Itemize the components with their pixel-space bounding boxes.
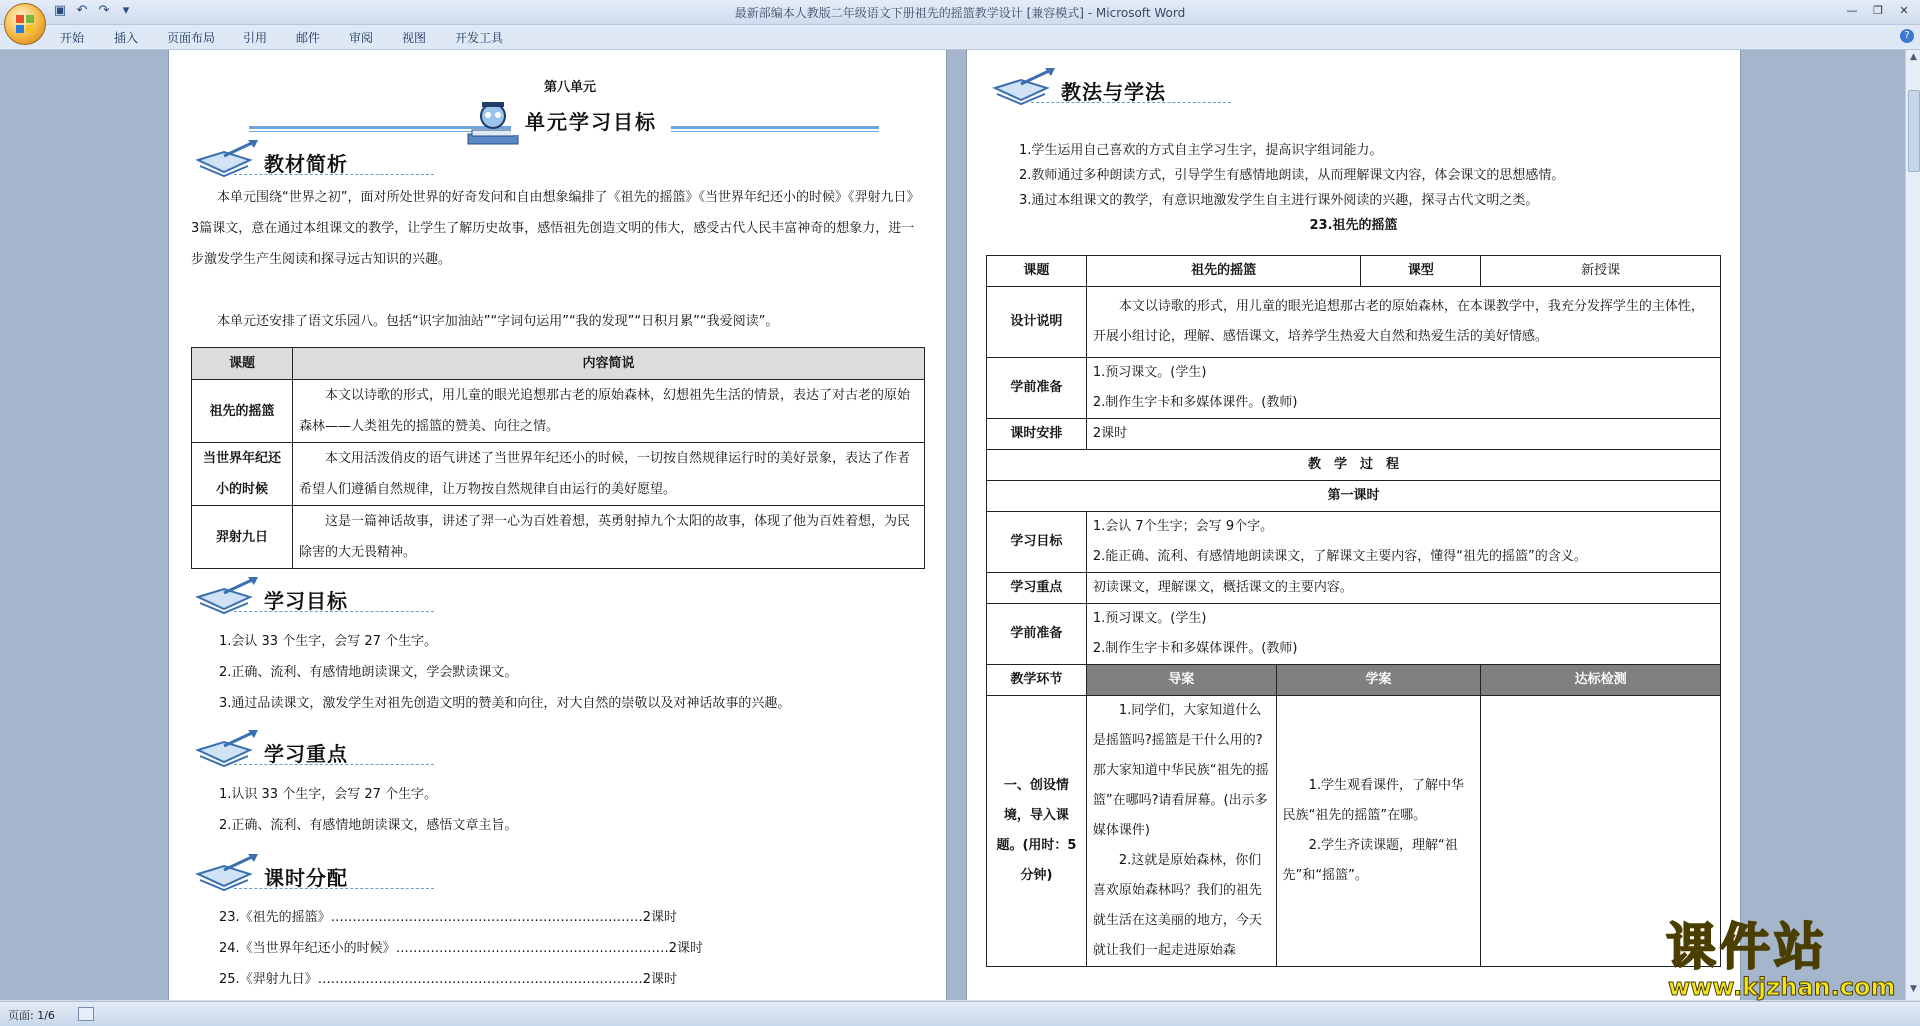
label-prep: 学前准备 [987, 358, 1087, 419]
prep-line: 1.预习课文。(学生) [1092, 365, 1207, 380]
topic-value: 祖先的摇篮 [1086, 256, 1361, 287]
hour-item [219, 937, 703, 956]
row-content: 本文以诗歌的形式，用儿童的眼光追想那古老的原始森林，幻想祖先生活的情景，表达了对古老的原始森林——人类祖先的摇篮的赞美、向往之情。 [293, 380, 925, 443]
leader-dots: ………………………………………………………………… [317, 972, 643, 987]
step-label: 一、创设情境，导入课题。(用时：5分钟) [987, 696, 1087, 967]
redo-icon[interactable]: ↷ [98, 3, 110, 18]
key-item: 1.认识 33 个生字，会写 27 个生字。 [219, 787, 438, 802]
office-button[interactable] [4, 3, 46, 45]
watermark-url: www.kjzhan.com [1668, 973, 1896, 1001]
open-book-arrow-icon [194, 575, 268, 619]
document-workspace [0, 50, 1905, 1000]
label-prep2: 学前准备 [987, 604, 1087, 665]
window-controls [1840, 2, 1916, 20]
section-textbook-analysis [194, 138, 494, 182]
open-book-arrow-icon [991, 66, 1065, 110]
tab-page-layout[interactable]: 页面布局 [167, 31, 216, 45]
tab-review[interactable]: 审阅 [349, 31, 374, 45]
label-type: 课型 [1361, 256, 1481, 287]
method-item: 3.通过本组课文的教学，有意识地激发学生自主进行课外阅读的兴趣，探寻古代文明之类。 [1019, 193, 1539, 208]
tab-developer[interactable]: 开发工具 [455, 31, 504, 45]
tab-references[interactable]: 引用 [243, 31, 268, 45]
section-title: 课时分配 [264, 866, 348, 890]
prep-line: 1.预习课文。(学生) [1092, 611, 1207, 626]
label-focus: 学习重点 [987, 573, 1087, 604]
open-book-arrow-icon [194, 728, 268, 772]
label-design: 设计说明 [987, 287, 1087, 358]
lesson-plan-table [986, 255, 1721, 967]
row-content: 本文用活泼俏皮的语气讲述了当世界年纪还小的时候，一切按自然规律运行时的美好景象，表达了作者希望人们遵循自然规律，让万物按自然规律自由运行的美好愿望。 [293, 443, 925, 506]
vertical-scrollbar[interactable] [1905, 50, 1920, 1000]
section-underline [234, 764, 434, 765]
goal-line: 2.能正确、流利、有感情地朗读课文，了解课文主要内容，懂得“祖先的摇篮”的含义。 [1092, 549, 1587, 564]
design-value: 本文以诗歌的形式，用儿童的眼光追想那古老的原始森林，在本课教学中，我充分发挥学生的主体性，开展小组讨论，理解、感悟课文，培养学生热爱大自然和热爱生活的美好情感。 [1086, 287, 1720, 358]
hour-time: 2课时 [642, 910, 677, 925]
table-row [192, 380, 925, 443]
guide-cell [1086, 696, 1276, 967]
intro-paragraph-1: 本单元围绕“世界之初”，面对所处世界的好奇发问和自由想象编排了《祖先的摇篮》《当世界年纪还小的时候》《羿射九日》3篇课文，意在通过本组课文的教学，让学生了解历史故事，感悟祖先创造文明的伟大，感受古代人民丰富神奇的想象力，进一步激发学生产生阅读和探寻远古知识的兴趣。 [191, 190, 920, 267]
goal-item: 1.会认 33 个生字，会写 27 个生字。 [219, 634, 438, 649]
undo-icon[interactable]: ↶ [76, 3, 88, 18]
learn-line: 1.学生观看课件，了解中华民族“祖先的摇篮”在哪。 [1282, 778, 1465, 823]
table-row [192, 506, 925, 569]
label-topic: 课题 [987, 256, 1087, 287]
minimize-icon[interactable]: — [1846, 4, 1858, 17]
section-underline [1031, 102, 1231, 103]
leader-dots: ……………………………………………………………… [330, 910, 643, 925]
goals-value [1086, 512, 1720, 573]
section-underline [234, 611, 434, 612]
section-class-hours [194, 852, 494, 896]
row-content: 这是一篇神话故事，讲述了羿一心为百姓着想，英勇射掉九个太阳的故事，体现了他为百姓着想，为民除害的大无畏精神。 [293, 506, 925, 569]
window-title: 最新部编本人教版二年级语文下册祖先的摇篮教学设计 [兼容模式] - Microsoft Word [734, 6, 1186, 20]
tab-insert[interactable]: 插入 [114, 31, 139, 45]
banner-title: 单元学习目标 [511, 106, 671, 135]
label-goals: 学习目标 [987, 512, 1087, 573]
customize-toolbar-icon[interactable]: ▾ [122, 3, 130, 18]
learn-line: 2.学生齐读课题，理解“祖先”和“摇篮”。 [1282, 838, 1458, 883]
focus-value: 初读课文，理解课文，概括课文的主要内容。 [1086, 573, 1720, 604]
prep-value [1086, 358, 1720, 419]
table-header: 内容简说 [293, 348, 925, 380]
hour-title: 25.《羿射九日》 [219, 972, 318, 987]
unit-heading: 第八单元 [544, 80, 597, 95]
type-value: 新授课 [1481, 256, 1721, 287]
section-underline [234, 888, 434, 889]
guide-line: 2.这就是原始森林，你们喜欢原始森林吗？我们的祖先就生活在这美丽的地方，今天就让我们一起走进原始森 [1092, 853, 1262, 958]
scroll-up-icon[interactable]: ▲ [1910, 52, 1917, 62]
first-lesson-heading: 第一课时 [987, 481, 1721, 512]
time-value: 2课时 [1086, 419, 1720, 450]
document-page-2 [966, 50, 1741, 1000]
section-title: 教材简析 [264, 152, 348, 176]
section-title: 学习重点 [264, 742, 348, 766]
section-underline [234, 174, 434, 175]
section-learning-goals [194, 575, 494, 619]
maximize-icon[interactable]: ❐ [1873, 4, 1883, 17]
tab-mailings[interactable]: 邮件 [296, 31, 321, 45]
learn-cell [1276, 696, 1481, 967]
hour-title: 24.《当世界年纪还小的时候》 [219, 941, 396, 956]
section-title: 学习目标 [264, 589, 348, 613]
goal-item: 3.通过品读课文，激发学生对祖先创造文明的赞美和向往，对大自然的崇敬以及对神话故事的兴趣。 [219, 696, 791, 711]
method-item: 1.学生运用自己喜欢的方式自主学习生字，提高识字组词能力。 [1019, 143, 1383, 158]
guide-line: 1.同学们，大家知道什么是摇篮吗?摇篮是干什么用的?那大家知道中华民族“祖先的摇篮”在哪吗?请看屏幕。(出示多媒体课件) [1092, 703, 1269, 838]
process-heading: 教 学 过 程 [987, 450, 1721, 481]
row-title: 羿射九日 [192, 506, 293, 569]
prep-line: 2.制作生字卡和多媒体课件。(教师) [1092, 641, 1298, 656]
watermark-brand: 课件站 [1666, 918, 1828, 976]
document-page-1 [168, 50, 947, 1000]
open-book-arrow-icon [194, 852, 268, 896]
watermark-logo [1666, 920, 1916, 1000]
ribbon-tabs [0, 25, 1920, 50]
col-header-step: 教学环节 [987, 665, 1087, 696]
row-title: 当世界年纪还小的时候 [192, 443, 293, 506]
lesson-title: 23.祖先的摇篮 [1309, 218, 1398, 233]
leader-dots: ……………………………………………………… [395, 941, 669, 956]
col-header-guide: 导案 [1086, 665, 1276, 696]
goal-line: 1.会认 7个生字；会写 9个字。 [1092, 519, 1274, 534]
hour-time: 2课时 [642, 972, 677, 987]
close-icon[interactable]: ✕ [1899, 4, 1909, 17]
key-item: 2.正确、流利、有感情地朗读课文，感悟文章主旨。 [219, 818, 518, 833]
table-row [192, 443, 925, 506]
scroll-down-icon[interactable]: ▼ [1910, 984, 1917, 994]
open-book-arrow-icon [194, 138, 268, 182]
hour-time: 2课时 [668, 941, 703, 956]
prep-line: 2.制作生字卡和多媒体课件。(教师) [1092, 395, 1298, 410]
label-time: 课时安排 [987, 419, 1087, 450]
proofing-icon[interactable] [78, 1007, 94, 1021]
prep2-value [1086, 604, 1720, 665]
row-title: 祖先的摇篮 [192, 380, 293, 443]
goal-item: 2.正确、流利、有感情地朗读课文，学会默读课文。 [219, 665, 518, 680]
status-bar [0, 1001, 1920, 1026]
hour-item [219, 968, 677, 987]
tab-home[interactable]: 开始 [60, 31, 85, 45]
section-key-points [194, 728, 494, 772]
save-icon[interactable]: ▣ [53, 3, 67, 18]
hour-item [219, 906, 677, 925]
lesson-summary-table [191, 347, 925, 569]
section-methods [991, 66, 1291, 110]
scrollbar-thumb[interactable] [1908, 90, 1920, 172]
office-logo-icon [15, 14, 35, 34]
title-bar [0, 0, 1920, 25]
hour-title: 23.《祖先的摇篮》 [219, 910, 331, 925]
method-item: 2.教师通过多种朗读方式，引导学生有感情地朗读，从而理解课文内容，体会课文的思想感情。 [1019, 168, 1565, 183]
tab-view[interactable]: 视图 [402, 31, 427, 45]
col-header-check: 达标检测 [1481, 665, 1721, 696]
section-title: 教法与学法 [1061, 80, 1166, 104]
col-header-learn: 学案 [1276, 665, 1481, 696]
help-icon[interactable]: ? [1900, 29, 1914, 43]
intro-paragraph-2: 本单元还安排了语文乐园八。包括“识字加油站”“字词句运用”“我的发现”“日积月累”“我爱阅读”。 [217, 314, 779, 329]
table-header: 课题 [192, 348, 293, 380]
page-indicator[interactable]: 页面: 1/6 [8, 1009, 55, 1022]
